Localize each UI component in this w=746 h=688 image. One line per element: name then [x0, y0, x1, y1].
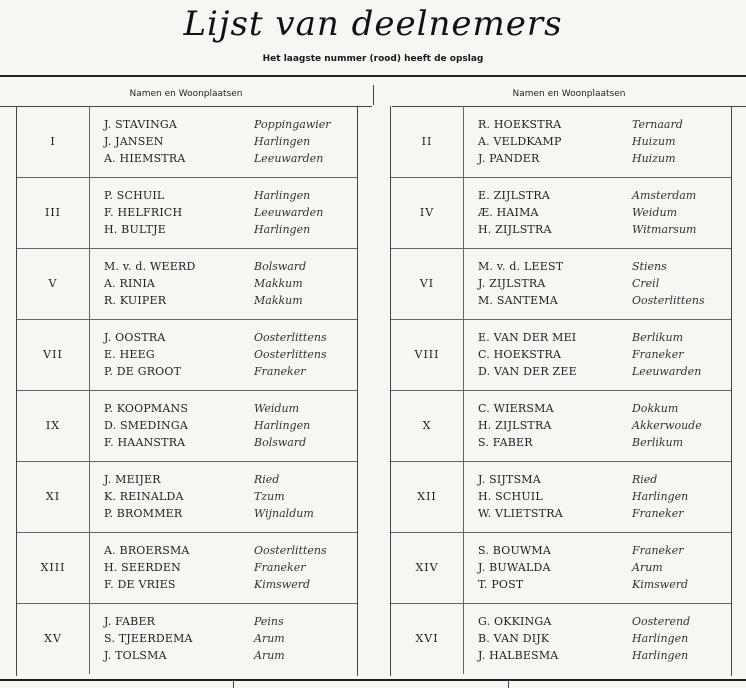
bottom-table-fragment [233, 681, 509, 688]
player-list [104, 327, 354, 378]
participant-group-left-6 [17, 461, 357, 533]
player-row [478, 256, 728, 273]
player-place: Kimswerd [254, 578, 311, 591]
player-place: Oosterlittens [254, 544, 327, 557]
participant-group-left-2 [17, 177, 357, 249]
player-name: H. ZIJLSTRA [478, 223, 552, 236]
player-place: Poppingawier [254, 118, 331, 131]
player-row [478, 503, 728, 520]
player-row [478, 398, 728, 415]
player-name: D. SMEDINGA [104, 419, 188, 432]
participant-group-right-4 [391, 319, 731, 391]
player-list [478, 327, 728, 378]
player-list [104, 540, 354, 591]
group-number: XIII [17, 532, 90, 603]
player-row [478, 415, 728, 432]
group-number: XII [391, 461, 464, 532]
participant-group-left-8 [17, 603, 357, 674]
group-number: VII [17, 319, 90, 390]
player-row [478, 432, 728, 449]
participant-group-right-6 [391, 461, 731, 533]
player-row [104, 202, 354, 219]
player-place: Franeker [632, 348, 684, 361]
player-row [478, 148, 728, 165]
player-name: C. HOEKSTRA [478, 348, 562, 361]
player-place: Harlingen [632, 490, 689, 503]
player-row [478, 327, 728, 344]
player-row [104, 290, 354, 307]
player-row [104, 486, 354, 503]
player-place: Dokkum [632, 402, 679, 415]
player-place: Harlingen [254, 223, 311, 236]
player-place: Stiens [632, 260, 667, 273]
player-name: J. SIJTSMA [478, 473, 541, 486]
player-name: F. HELFRICH [104, 206, 183, 219]
player-row [104, 327, 354, 344]
player-place: Weidum [632, 206, 677, 219]
player-place: Oosterlittens [632, 294, 705, 307]
player-list [104, 185, 354, 236]
player-name: J. JANSEN [104, 135, 164, 148]
group-number: XI [17, 461, 90, 532]
player-name: K. REINALDA [104, 490, 184, 503]
player-place: Leeuwarden [254, 152, 324, 165]
player-place: Franeker [254, 365, 306, 378]
player-row [104, 628, 354, 645]
player-row [478, 574, 728, 591]
player-name: J. FABER [104, 615, 156, 628]
player-place: Akkerwoude [632, 419, 702, 432]
player-list [104, 469, 354, 520]
top-rule [0, 75, 746, 77]
player-list [478, 114, 728, 165]
player-row [104, 574, 354, 591]
group-number: XV [17, 603, 90, 674]
group-number: I [17, 106, 90, 177]
player-place: Berlikum [632, 436, 684, 449]
player-place: Oosterlittens [254, 348, 327, 361]
player-place: Bolsward [254, 436, 307, 449]
player-list [478, 611, 728, 662]
player-name: A. RINIA [104, 277, 156, 290]
player-place: Ternaard [632, 118, 683, 131]
group-number: VIII [391, 319, 464, 390]
player-row [478, 361, 728, 378]
left-group-panel [16, 106, 358, 676]
player-place: Ried [632, 473, 658, 486]
group-number: XVI [391, 603, 464, 674]
player-row [104, 645, 354, 662]
player-place: Ried [254, 473, 280, 486]
right-group-panel [390, 106, 732, 676]
player-row [104, 344, 354, 361]
group-number: V [17, 248, 90, 319]
player-list [104, 256, 354, 307]
player-row [478, 557, 728, 574]
player-name: A. BROERSMA [104, 544, 190, 557]
player-row [478, 202, 728, 219]
participant-group-left-5 [17, 390, 357, 462]
player-name: H. ZIJLSTRA [478, 419, 552, 432]
player-name: M. v. d. WEERD [104, 260, 196, 273]
player-name: J. STAVINGA [104, 118, 178, 131]
player-place: Arum [632, 561, 663, 574]
player-row [104, 415, 354, 432]
player-name: J. PANDER [478, 152, 540, 165]
player-row [104, 540, 354, 557]
player-name: F. DE VRIES [104, 578, 176, 591]
player-row [104, 273, 354, 290]
player-place: Makkum [254, 294, 303, 307]
left-column-header: Namen en Woonplaatsen [0, 82, 372, 107]
player-place: Leeuwarden [632, 365, 702, 378]
player-row [478, 628, 728, 645]
participant-group-right-8 [391, 603, 731, 674]
player-place: Harlingen [632, 632, 689, 645]
player-place: Arum [254, 649, 285, 662]
player-place: Berlikum [632, 331, 684, 344]
player-name: J. BUWALDA [478, 561, 551, 574]
player-place: Franeker [632, 507, 684, 520]
player-name: S. BOUWMA [478, 544, 552, 557]
player-row [104, 469, 354, 486]
right-column-header: Namen en Woonplaatsen [392, 82, 746, 107]
player-row [478, 273, 728, 290]
player-place: Franeker [254, 561, 306, 574]
player-name: E. VAN DER MEI [478, 331, 577, 344]
player-row [104, 256, 354, 273]
player-name: J. ZIJLSTRA [478, 277, 546, 290]
player-row [104, 557, 354, 574]
group-number: X [391, 390, 464, 461]
player-name: H. SCHUIL [478, 490, 543, 503]
player-row [478, 344, 728, 361]
player-place: Kimswerd [632, 578, 689, 591]
player-list [478, 256, 728, 307]
player-place: Arum [254, 632, 285, 645]
player-row [478, 486, 728, 503]
player-list [478, 398, 728, 449]
player-name: B. VAN DIJK [478, 632, 550, 645]
player-row [104, 432, 354, 449]
player-name: T. POST [478, 578, 524, 591]
player-place: Tzum [254, 490, 285, 503]
player-row [478, 219, 728, 236]
player-name: R. HOEKSTRA [478, 118, 562, 131]
player-name: J. OOSTRA [104, 331, 166, 344]
player-name: J. MEIJER [104, 473, 161, 486]
player-place: Bolsward [254, 260, 307, 273]
player-name: C. WIERSMA [478, 402, 554, 415]
player-name: A. VELDKAMP [478, 135, 562, 148]
player-name: S. TJEERDEMA [104, 632, 193, 645]
player-list [478, 185, 728, 236]
player-name: A. HIEMSTRA [104, 152, 186, 165]
column-header-divider [373, 85, 374, 105]
participant-group-right-2 [391, 177, 731, 249]
player-row [104, 114, 354, 131]
page-title: Lijst van deelnemers [183, 4, 563, 44]
player-name: J. HALBESMA [478, 649, 559, 662]
player-name: Æ. HAIMA [478, 206, 539, 219]
player-name: P. DE GROOT [104, 365, 182, 378]
player-name: P. SCHUIL [104, 189, 165, 202]
player-name: W. VLIETSTRA [478, 507, 563, 520]
player-list [478, 540, 728, 591]
player-row [104, 361, 354, 378]
player-row [478, 131, 728, 148]
player-list [478, 469, 728, 520]
participant-group-left-7 [17, 532, 357, 604]
player-place: Wijnaldum [254, 507, 314, 520]
participant-group-right-7 [391, 532, 731, 604]
player-list [104, 398, 354, 449]
group-number: IV [391, 177, 464, 248]
player-place: Amsterdam [632, 189, 697, 202]
player-row [478, 645, 728, 662]
player-name: P. BROMMER [104, 507, 183, 520]
player-place: Peins [254, 615, 284, 628]
participant-group-right-1 [391, 106, 731, 178]
player-row [478, 611, 728, 628]
player-row [104, 131, 354, 148]
player-row [104, 503, 354, 520]
player-row [478, 114, 728, 131]
group-number: II [391, 106, 464, 177]
group-number: III [17, 177, 90, 248]
player-name: E. HEEG [104, 348, 155, 361]
player-row [104, 611, 354, 628]
player-place: Weidum [254, 402, 299, 415]
player-place: Harlingen [254, 189, 311, 202]
player-row [104, 219, 354, 236]
player-place: Witmarsum [632, 223, 697, 236]
player-place: Oosterend [632, 615, 691, 628]
player-name: R. KUIPER [104, 294, 167, 307]
page-subtitle: Het laagste nummer (rood) heeft de opslag [262, 54, 484, 64]
player-row [478, 540, 728, 557]
player-name: E. ZIJLSTRA [478, 189, 551, 202]
player-place: Franeker [632, 544, 684, 557]
group-number: VI [391, 248, 464, 319]
player-name: M. v. d. LEEST [478, 260, 564, 273]
player-list [104, 611, 354, 662]
group-number: XIV [391, 532, 464, 603]
participant-group-right-5 [391, 390, 731, 462]
player-name: S. FABER [478, 436, 533, 449]
player-name: J. TOLSMA [104, 649, 167, 662]
player-place: Huizum [632, 135, 676, 148]
player-row [104, 185, 354, 202]
player-name: H. SEERDEN [104, 561, 181, 574]
player-name: H. BULTJE [104, 223, 166, 236]
player-row [478, 185, 728, 202]
player-row [104, 148, 354, 165]
player-name: F. HAANSTRA [104, 436, 186, 449]
player-place: Harlingen [254, 135, 311, 148]
player-row [478, 469, 728, 486]
player-place: Harlingen [254, 419, 311, 432]
participant-group-left-3 [17, 248, 357, 320]
player-place: Leeuwarden [254, 206, 324, 219]
player-row [478, 290, 728, 307]
player-name: M. SANTEMA [478, 294, 558, 307]
player-place: Creil [632, 277, 660, 290]
group-number: IX [17, 390, 90, 461]
player-name: P. KOOPMANS [104, 402, 189, 415]
participant-group-left-4 [17, 319, 357, 391]
participant-group-right-3 [391, 248, 731, 320]
player-place: Harlingen [632, 649, 689, 662]
participant-group-left-1 [17, 106, 357, 178]
player-place: Huizum [632, 152, 676, 165]
player-row [104, 398, 354, 415]
player-place: Oosterlittens [254, 331, 327, 344]
player-name: G. OKKINGA [478, 615, 552, 628]
player-name: D. VAN DER ZEE [478, 365, 577, 378]
player-list [104, 114, 354, 165]
player-place: Makkum [254, 277, 303, 290]
